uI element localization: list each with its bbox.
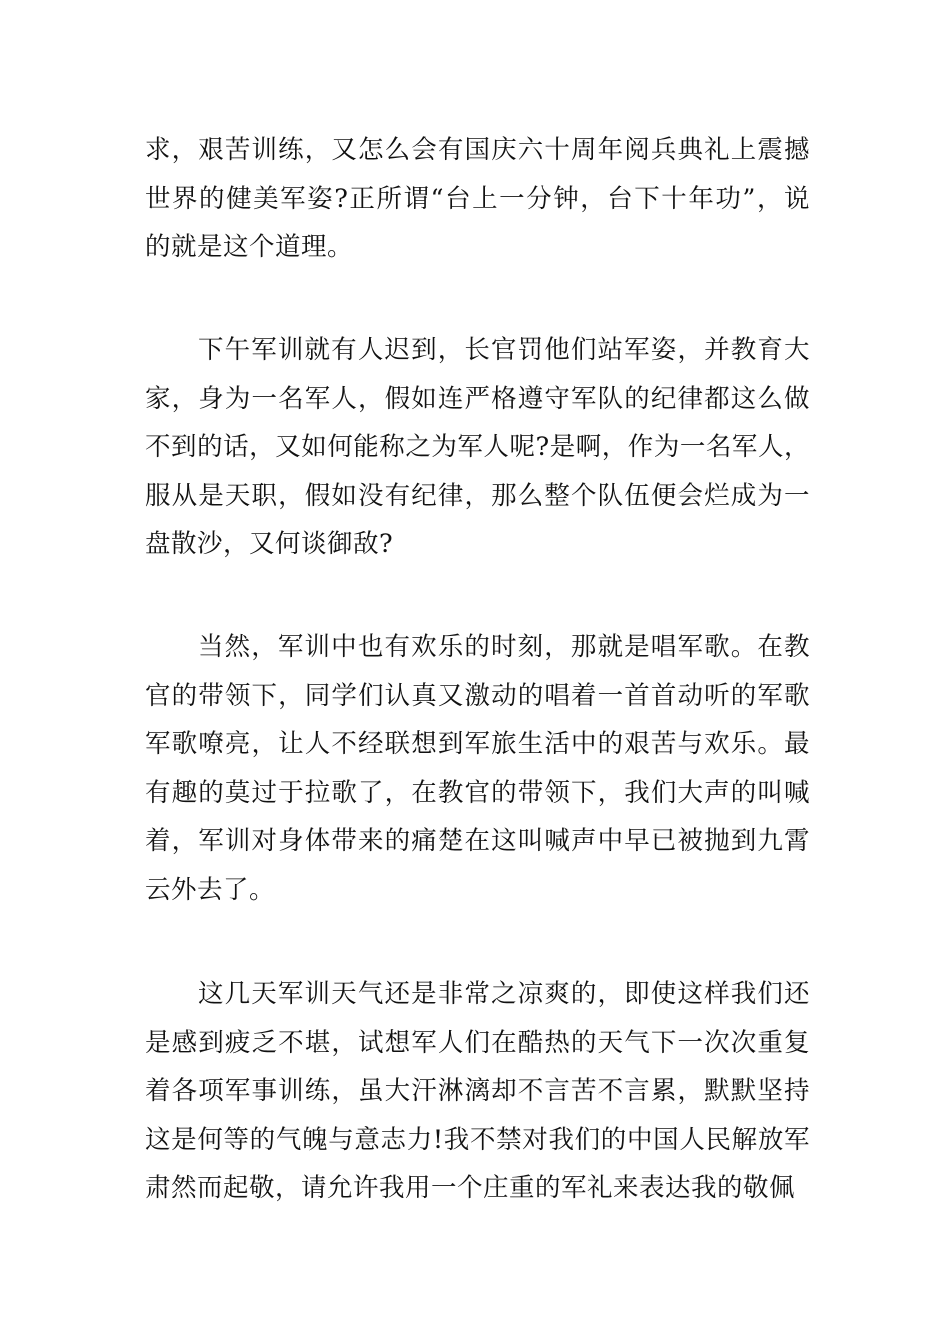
- paragraph-1: 求，艰苦训练，又怎么会有国庆六十周年阅兵典礼上震撼世界的健美军姿?正所谓“台上一分钟，台下十年功”，说的就是这个道理。: [145, 135, 810, 262]
- paragraph-2: 下午军训就有人迟到，长官罚他们站军姿，并教育大家，身为一名军人，假如连严格遵守军队的纪律都这么做不到的话，又如何能称之为军人呢?是啊，作为一名军人，服从是天职，假如没有纪律，那么整个队伍便会烂成为一盘散沙，又何谈御敌?: [145, 335, 810, 559]
- paragraph-3: 当然，军训中也有欢乐的时刻，那就是唱军歌。在教官的带领下，同学们认真又激动的唱着一首首动听的军歌军歌嘹亮，让人不经联想到军旅生活中的艰苦与欢乐。最有趣的莫过于拉歌了，在教官的带领下，我们大声的叫喊着，军训对身体带来的痛楚在这叫喊声中早已被抛到九霄云外去了。: [145, 632, 810, 905]
- paragraph-4: 这几天军训天气还是非常之凉爽的，即使这样我们还是感到疲乏不堪，试想军人们在酷热的天气下一次次重复着各项军事训练，虽大汗淋漓却不言苦不言累，默默坚持这是何等的气魄与意志力!我不禁对我们的中国人民解放军肃然而起敬，请允许我用一个庄重的军礼来表达我的敬佩: [145, 979, 810, 1203]
